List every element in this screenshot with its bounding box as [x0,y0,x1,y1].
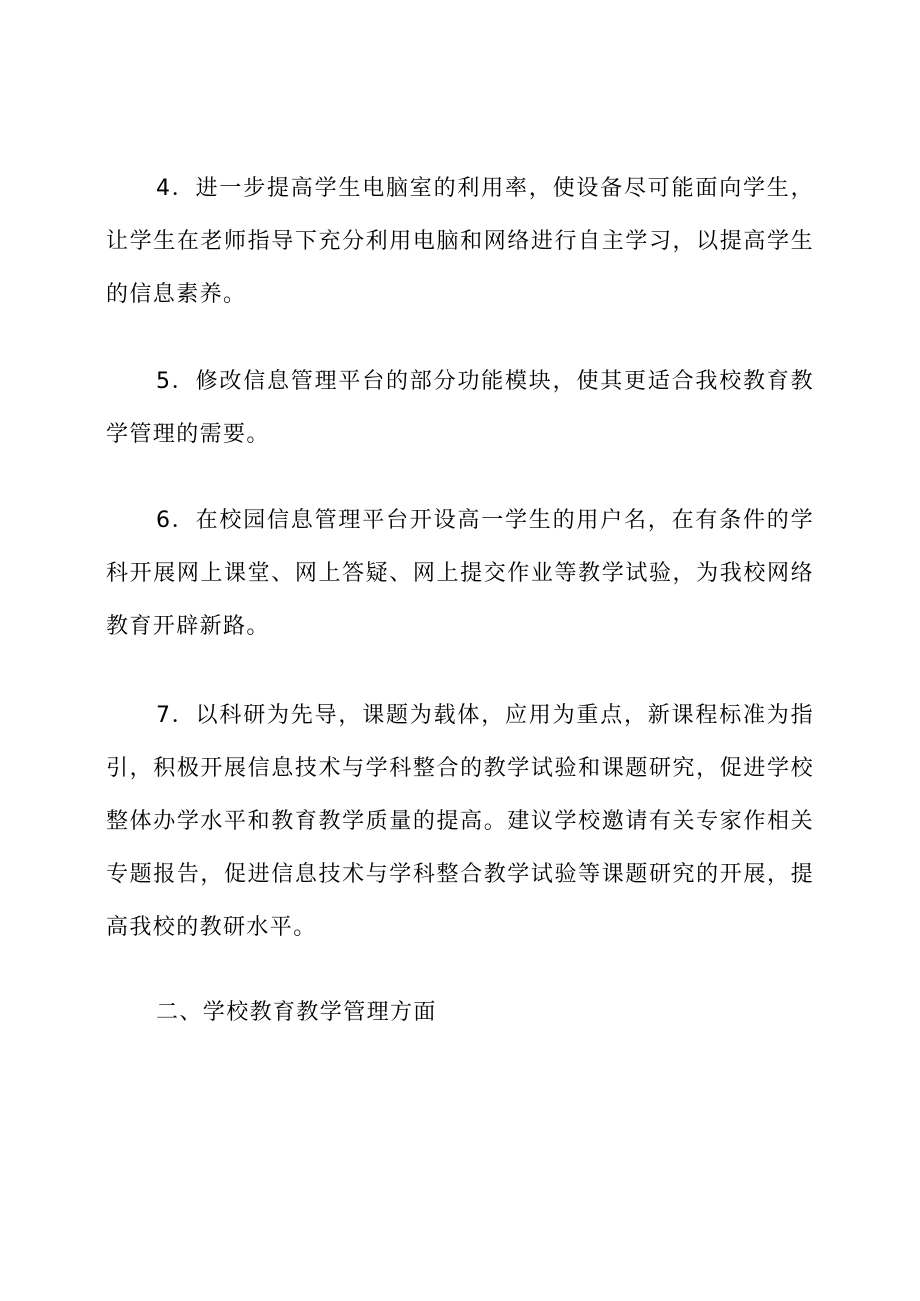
paragraph-item-4: 4．进一步提高学生电脑室的利用率，使设备尽可能面向学生，让学生在老师指导下充分利用电脑和网络进行自主学习，以提高学生的信息素养。 [106,176,814,307]
paragraph-item-6: 6．在校园信息管理平台开设高一学生的用户名，在有条件的学科开展网上课堂、网上答疑、网上提交作业等教学试验，为我校网络教育开辟新路。 [106,508,814,639]
paragraph-item-5: 5．修改信息管理平台的部分功能模块，使其更适合我校教育教学管理的需要。 [106,369,814,447]
paragraph-item-7: 7．以科研为先导，课题为载体，应用为重点，新课程标准为指引，积极开展信息技术与学科整合的教学试验和课题研究，促进学校整体办学水平和教育教学质量的提高。建议学校邀请有关专家作相关专题报告，促进信息技术与学科整合教学试验等课题研究的开展，提高我校的教研水平。 [106,703,814,940]
section-heading: 二、学校教育教学管理方面 [156,1000,437,1025]
